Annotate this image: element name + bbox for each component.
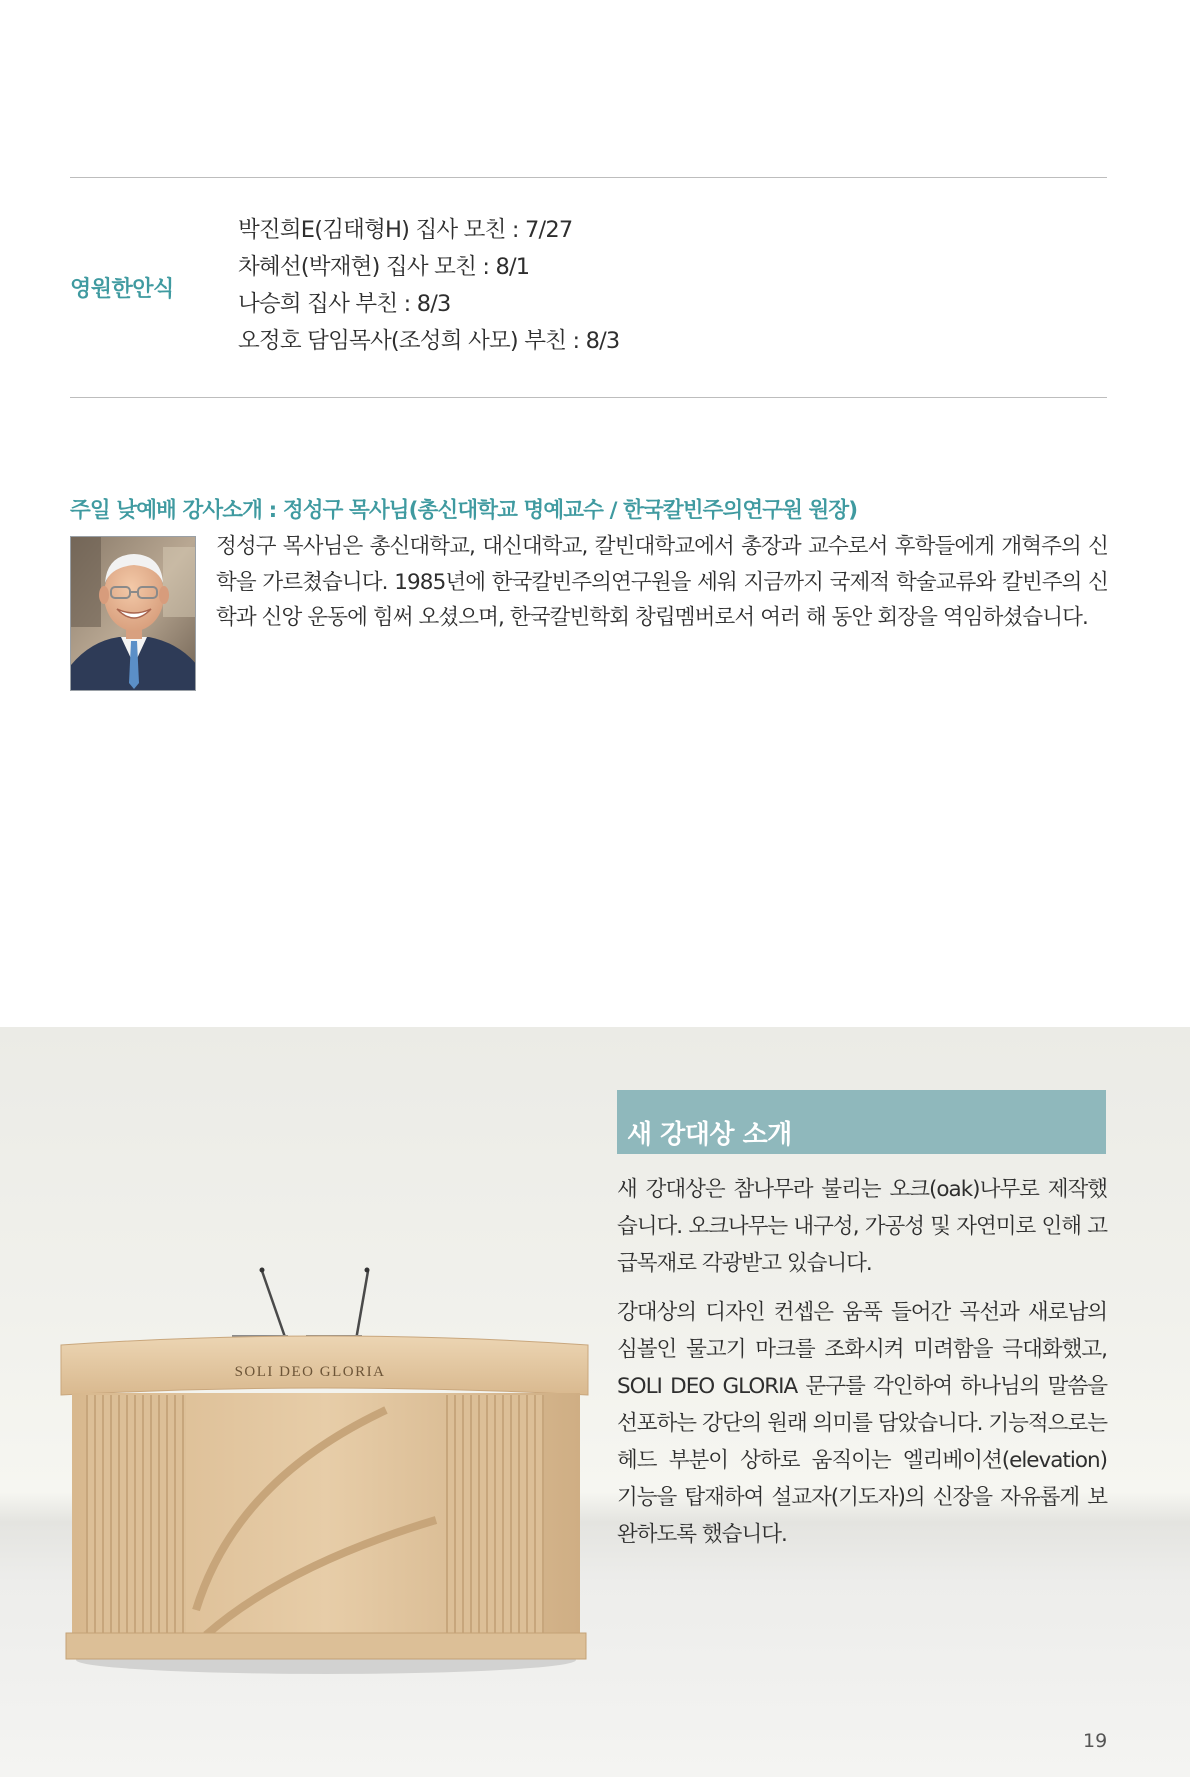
speaker-photo <box>70 536 196 691</box>
pulpit-paragraph: 새 강대상은 참나무라 불리는 오크(oak)나무로 제작했습니다. 오크나무는 내구성, 가공성 및 자연미로 인해 고급목재로 각광받고 있습니다. <box>617 1177 1107 1276</box>
top-divider <box>70 177 1107 178</box>
memorial-section-title: 영원한안식 <box>70 277 174 302</box>
pulpit-paragraph: 강대상의 디자인 컨셉은 움푹 들어간 곡선과 새로남의 심볼인 물고기 마크를 조화시켜 미려함을 극대화했고, SOLI DEO GLORIA 문구를 각인하여 하나님의 말씀을 선포하는 강단의 원래 의미를 담았습니다. 기능적으로는 헤드 부분이 상하로 움직이는 엘리베이션(elevation) 기능을 탑재하여 설교자(기도자)의 신장을 자유롭게 보완하도록 했습니다. <box>617 1300 1107 1547</box>
speaker-heading: 주일 낮예배 강사소개 : 정성구 목사님(총신대학교 명예교수 / 한국칼빈주의연구원 원장) <box>70 498 858 523</box>
memorial-item: 차혜선(박재현) 집사 모친 : 8/1 <box>238 254 530 280</box>
pulpit-title-bar <box>617 1090 1106 1154</box>
pulpit-description <box>617 1171 1107 1565</box>
pulpit-section-title: 새 강대상 소개 <box>627 1120 792 1150</box>
memorial-item: 오정호 담임목사(조성희 사모) 부친 : 8/3 <box>238 328 620 354</box>
bottom-divider <box>70 397 1107 398</box>
pulpit-image <box>56 1235 596 1675</box>
pulpit-engraving: SOLI DEO GLORIA <box>234 1364 386 1380</box>
memorial-list <box>238 212 619 360</box>
speaker-bio: 정성구 목사님은 총신대학교, 대신대학교, 칼빈대학교에서 총장과 교수로서 후학들에게 개혁주의 신학을 가르쳤습니다. 1985년에 한국칼빈주의연구원을 세워 지금까지 국제적 학술교류와 칼빈주의 신학과 신앙 운동에 힘써 오셨으며, 한국칼빈학회 창립멤버로서 여러 해 동안 회장을 역임하셨습니다. <box>216 534 1108 630</box>
memorial-item: 나승희 집사 부친 : 8/3 <box>238 291 451 317</box>
page-number: 19 <box>1083 1730 1108 1752</box>
memorial-item: 박진희E(김태형H) 집사 모친 : 7/27 <box>238 217 573 243</box>
